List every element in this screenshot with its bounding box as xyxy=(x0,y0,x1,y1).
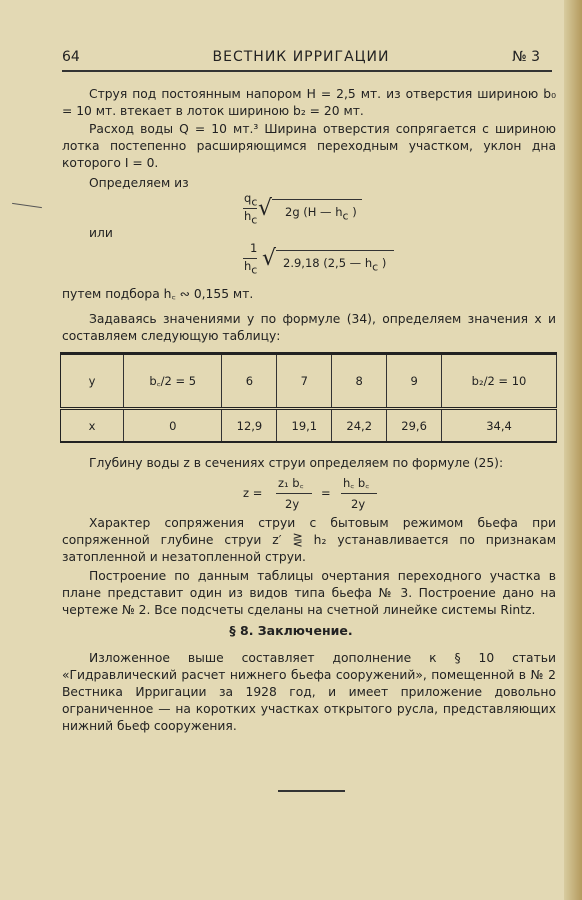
table-row-y xyxy=(61,354,557,409)
formula-3-eq: = xyxy=(321,486,331,500)
formula-2-radicand-sub: c xyxy=(372,260,379,274)
formula-1-close: ) xyxy=(352,205,357,219)
table-cell: 6 xyxy=(222,354,277,409)
values-table xyxy=(60,352,557,443)
formula-1-den-sub: c xyxy=(251,213,258,227)
paragraph-1: Струя под постоянным напором H = 2,5 мт. из отверстия шириною b₀ = 10 мт. втекает в лоток шириною b₂ = 20 мт. xyxy=(62,87,556,118)
paragraph-5: Характер сопряжения струи с бытовым режимом бьефа при сопряженной глубине струи z′ ⋛ h₂ устанавливается по признакам затопленной и незатопленной струи. xyxy=(62,516,556,564)
end-rule xyxy=(278,790,345,792)
formula-1-num: q xyxy=(244,191,252,205)
paragraph-3: Задаваясь значениями y по формуле (34), определяем значения x и составляем следующую таблицу: xyxy=(62,312,556,343)
formula-2-num: 1 xyxy=(250,241,258,255)
formula-1-radicand-sub: c xyxy=(342,209,349,223)
radical-bar xyxy=(272,199,362,200)
table-cell: 29,6 xyxy=(387,409,442,443)
formula-3-num-1: z₁ b꜀ xyxy=(278,476,304,490)
table-cell: y xyxy=(61,354,124,409)
table-cell: 7 xyxy=(277,354,332,409)
page-edge-shadow xyxy=(564,0,582,900)
table-cell: 0 xyxy=(124,409,222,443)
paragraph-6: Построение по данным таблицы очертания переходного участка в плане представит один из видов типа бьефа № 3. Построение дано на чертеже № 2. Все подсчеты сделаны на счетной линейке системы Rintz. xyxy=(62,569,556,617)
formula-3-lhs: z = xyxy=(243,486,263,500)
paragraph-7: Изложенное выше составляет дополнение к § 10 статьи «Гидравлический расчет нижнего бьефа сооружений», помещенной в № 2 Вестника Ирригации за 1928 год, и имеет приложение довольно ограниченное — на коротких участках открытого русла, представляющих нижний бьеф сооружения. xyxy=(62,651,556,733)
page-number: 64 xyxy=(62,49,80,65)
formula-3-den-2: 2y xyxy=(351,497,366,511)
header-rule xyxy=(62,70,552,72)
determine-label: Определяем из xyxy=(89,176,189,190)
journal-title: ВЕСТНИК ИРРИГАЦИИ xyxy=(212,49,390,65)
fraction-bar xyxy=(276,493,312,494)
formula-2-den: h xyxy=(244,259,252,273)
table-cell: 19,1 xyxy=(277,409,332,443)
table-cell: b₂/2 = 10 xyxy=(442,354,557,409)
selection-line: путем подбора h꜀ ∾ 0,155 мт. xyxy=(62,287,254,301)
table-cell: x xyxy=(61,409,124,443)
formula-3-den-1: 2y xyxy=(285,497,300,511)
table-cell: 34,4 xyxy=(442,409,557,443)
paragraph-2: Расход воды Q = 10 мт.³ Ширина отверстия сопрягается с шириною лотка постепенно расширяющимся переходным участком, уклон дна которого I = 0. xyxy=(62,122,556,170)
table-cell: 12,9 xyxy=(222,409,277,443)
formula-1-num-sub: c xyxy=(251,195,258,209)
paragraph-4: Глубину воды z в сечениях струи определяем по формуле (25): xyxy=(89,456,504,470)
formula-1-den: h xyxy=(244,209,252,223)
formula-1-radicand: 2g (H — h xyxy=(285,205,343,219)
section-heading: § 8. Заключение. xyxy=(229,623,353,638)
table-cell: 8 xyxy=(332,354,387,409)
formula-2-den-sub: c xyxy=(251,263,258,277)
formula-2-radicand: 2.9,18 (2,5 — h xyxy=(283,256,373,270)
table-cell: b꜀/2 = 5 xyxy=(124,354,222,409)
margin-mark xyxy=(12,203,42,208)
table-cell: 9 xyxy=(387,354,442,409)
formula-2-close: ) xyxy=(381,256,387,270)
table-row-x xyxy=(61,409,557,443)
table-cell: 24,2 xyxy=(332,409,387,443)
formula-3-num-2: h꜀ b꜀ xyxy=(343,476,370,490)
radical-sign-icon: √ xyxy=(258,196,273,221)
issue-number: № 3 xyxy=(512,49,540,65)
fraction-bar xyxy=(341,493,377,494)
radical-bar xyxy=(276,250,394,251)
radical-sign-icon: √ xyxy=(262,246,277,271)
or-label: или xyxy=(89,226,113,240)
running-header xyxy=(62,49,540,67)
